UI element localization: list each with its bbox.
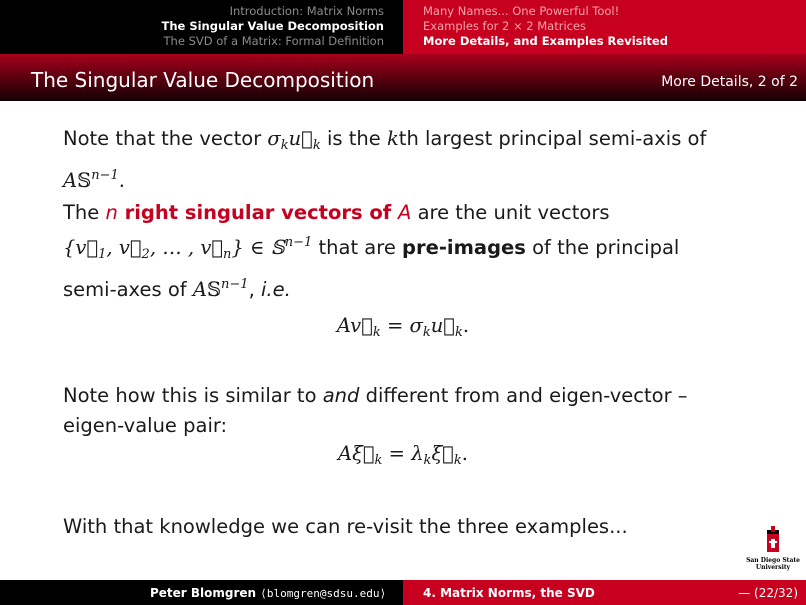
footer-email[interactable]: ⟨blomgren@sdsu.edu⟩ xyxy=(260,587,387,600)
p2-text-e: semi-axes of xyxy=(63,278,193,301)
paragraph-right-singular: The n right singular vectors of A are the unit vectors {$v⃗_1$, $v⃗_2$, … , $v⃗_n$} ∈ 𝕊$^{n-1}$ that are pre-images of the principal semi-axes of A𝕊$^{n-1}$, i.e. xyxy=(63,201,680,301)
p4-text: With that knowledge we can re-visit the three examples... xyxy=(63,515,628,538)
nav-section-intro[interactable]: Introduction: Matrix Norms xyxy=(229,4,384,18)
sdsu-logo xyxy=(744,526,802,576)
footer-page-number: — (22/32) xyxy=(738,586,798,600)
p2-ie: i.e. xyxy=(261,278,291,301)
p2-bold: pre-images xyxy=(402,236,526,259)
nav-subsection-more-details[interactable]: More Details, and Examples Revisited xyxy=(423,34,668,48)
p1-text-c: th largest principal semi-axis of xyxy=(398,127,707,150)
p1-text-a: Note that the vector xyxy=(63,127,268,150)
p2-text-d: of the principal xyxy=(525,236,680,259)
nav-section-svd-formal[interactable]: The SVD of a Matrix: Formal Definition xyxy=(163,34,384,48)
p2-A: A xyxy=(398,201,412,224)
math-vector-set: {$v⃗_1$, $v⃗_2$, … , $v⃗_n$} ∈ 𝕊$^{n-1}$ xyxy=(63,235,313,262)
p2-text-a: The xyxy=(63,201,106,224)
math-AS-2: A𝕊$^{n-1}$ xyxy=(192,277,249,301)
paragraph-semi-axis: Note that the vector $\sigma_ku⃗_k$ is the kth largest principal semi-axis of A𝕊$^{n-1}$. xyxy=(63,127,707,192)
paragraph-revisit xyxy=(63,512,763,542)
nav-sections-panel xyxy=(0,0,403,54)
nav-section-svd[interactable]: The Singular Value Decomposition xyxy=(161,19,384,33)
logo-line-2: University xyxy=(755,564,791,571)
nav-subsection-many-names[interactable]: Many Names... One Powerful Tool! xyxy=(423,4,620,18)
footer-lecture: 4. Matrix Norms, the SVD xyxy=(423,586,595,600)
equation-eigen-pair: $A\xi⃗_k$ = $\lambda_k\xi⃗_k$. xyxy=(338,442,468,468)
p2-text-b: are the unit vectors xyxy=(411,201,610,224)
footer-left xyxy=(0,580,403,605)
p3-text-b: different from and eigen-vector – xyxy=(359,384,688,407)
footer-right xyxy=(403,580,806,605)
logo-line-1: San Diego State xyxy=(746,557,800,564)
p3-and: and xyxy=(322,384,360,407)
slide-subtitle: More Details, 2 of 2 xyxy=(661,74,798,90)
equation-av-sigma-u: $Av⃗_k$ = $\sigma_ku⃗_k$. xyxy=(336,314,470,340)
math-k: k xyxy=(386,127,399,150)
p2-text-c: that are xyxy=(312,236,403,259)
sdsu-shield-icon xyxy=(744,526,802,556)
p3-text-a: Note how this is similar to xyxy=(63,384,323,407)
p2-highlight: right singular vectors of xyxy=(117,201,399,224)
p1-text-b: is the xyxy=(320,127,387,150)
slide-title-bar xyxy=(0,54,806,101)
p3-text-c: eigen-value pair: xyxy=(63,414,228,437)
p2-n: n xyxy=(105,201,118,224)
slide-title: The Singular Value Decomposition xyxy=(31,68,375,92)
nav-subsection-examples[interactable]: Examples for 2 × 2 Matrices xyxy=(423,19,587,33)
footer-author-name: Peter Blomgren xyxy=(150,586,257,600)
math-AS: A𝕊$^{n-1}$ xyxy=(63,168,119,192)
paragraph-eigen-compare xyxy=(63,381,763,441)
nav-subsections-panel xyxy=(403,0,806,54)
math-sigma-u: $\sigma_ku⃗_k$ xyxy=(267,127,321,153)
footer-author xyxy=(150,586,386,600)
